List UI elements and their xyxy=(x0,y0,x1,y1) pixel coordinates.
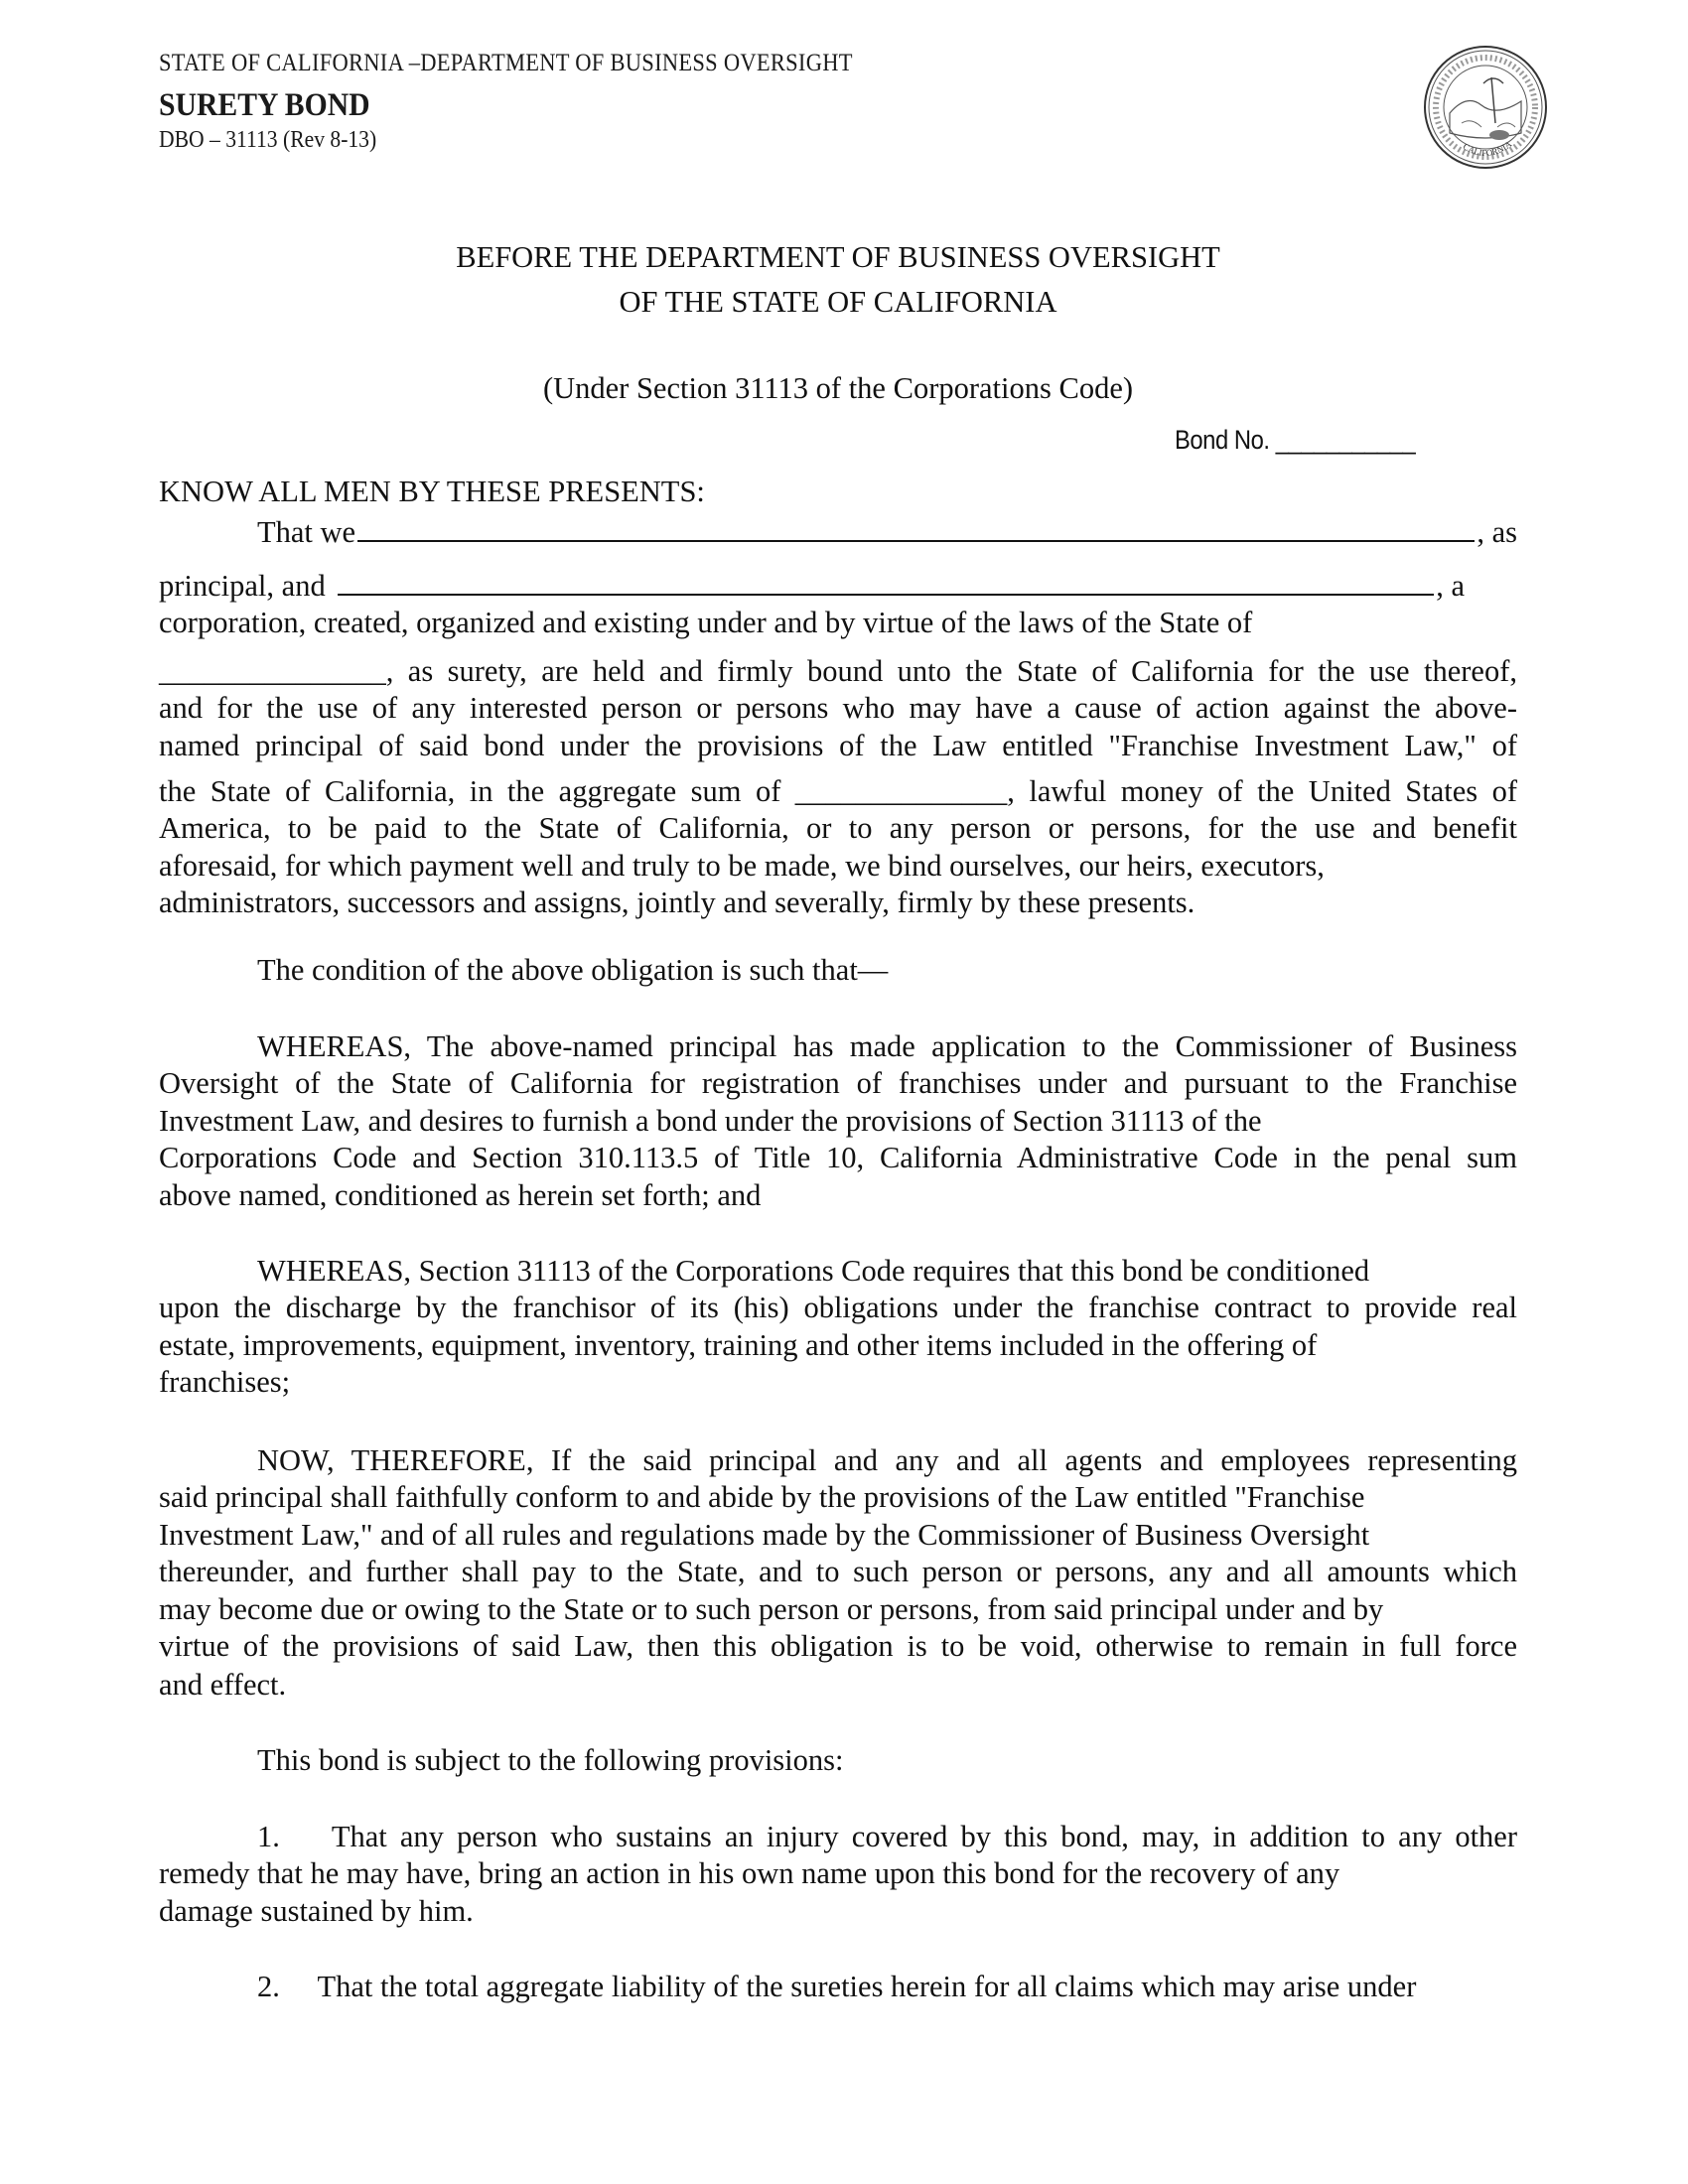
that-we-label: That we xyxy=(257,515,356,549)
whereas2-line: WHEREAS, Section 31113 of the Corporations Code requires that this bond be conditioned xyxy=(257,1254,1370,1288)
now-therefore-line: thereunder, and further shall pay to the State, and to such person or persons, any and all amounts which xyxy=(159,1555,1517,1588)
whereas1-line: WHEREAS, The above-named principal has made application to the Commissioner of Business xyxy=(257,1029,1517,1063)
whereas1-line: Investment Law, and desires to furnish a bond under the provisions of Section 31113 of the xyxy=(159,1104,1262,1138)
whereas2-line: estate, improvements, equipment, inventory, training and other items included in the offering of xyxy=(159,1328,1318,1362)
preamble-line: aforesaid, for which payment well and truly to be made, we bind ourselves, our heirs, executors, xyxy=(159,849,1325,883)
whereas2-line: upon the discharge by the franchisor of its (his) obligations under the franchise contract to provide real xyxy=(159,1291,1517,1324)
whereas1-line: Corporations Code and Section 310.113.5 of Title 10, California Administrative Code in the penal sum xyxy=(159,1141,1517,1174)
now-therefore-line: Investment Law," and of all rules and regulations made by the Commissioner of Business Oversight xyxy=(159,1518,1370,1552)
preamble-heading: KNOW ALL MEN BY THESE PRESENTS: xyxy=(159,475,705,508)
preamble-line: and for the use of any interested person or persons who may have a cause of action against the above- xyxy=(159,691,1517,725)
as-label: , as xyxy=(1477,515,1517,549)
provision-1-line: 1. That any person who sustains an injury covered by this bond, may, in addition to any other xyxy=(257,1820,1517,1853)
a-label: , a xyxy=(1436,569,1465,603)
now-therefore-line: said principal shall faithfully conform to and abide by the provisions of the Law entitled "Franchise xyxy=(159,1480,1365,1514)
preamble-line: administrators, successors and assigns, jointly and severally, firmly by these presents. xyxy=(159,886,1196,919)
provision-1-line: remedy that he may have, bring an action in his own name upon this bond for the recovery of any xyxy=(159,1856,1340,1890)
svg-text:CALIFORNIA: CALIFORNIA xyxy=(1461,138,1514,159)
form-number: DBO – 31113 (Rev 8-13) xyxy=(159,127,377,153)
subtitle: (Under Section 31113 of the Corporations Code) xyxy=(542,371,1134,405)
principal-line xyxy=(159,513,1517,551)
preamble-line[interactable]: the State of California, in the aggregate sum of ______________, lawful money of the United States of xyxy=(159,774,1517,808)
provision-2-line: 2. That the total aggregate liability of the sureties herein for all claims which may arise under xyxy=(257,1970,1417,2003)
now-therefore-line: virtue of the provisions of said Law, then this obligation is to be void, otherwise to remain in full force xyxy=(159,1629,1517,1663)
now-therefore-line: and effect. xyxy=(159,1668,287,1702)
whereas1-line: above named, conditioned as herein set forth; and xyxy=(159,1178,762,1212)
surety-line xyxy=(159,567,1465,605)
california-seal-icon xyxy=(1422,44,1549,171)
bond-number-field[interactable]: Bond No. ___________ xyxy=(1175,425,1416,455)
agency-header: STATE OF CALIFORNIA –DEPARTMENT OF BUSINESS OVERSIGHT xyxy=(159,50,853,76)
whereas1-line: Oversight of the State of California for registration of franchises under and pursuant to the Franchise xyxy=(159,1066,1517,1100)
preamble-line[interactable]: _______________, as surety, are held and firmly bound unto the State of California for the use thereof, xyxy=(159,654,1517,688)
title-line-1: BEFORE THE DEPARTMENT OF BUSINESS OVERSIGHT xyxy=(456,240,1220,274)
condition-text: The condition of the above obligation is such that— xyxy=(257,953,889,987)
preamble-line: corporation, created, organized and existing under and by virtue of the laws of the State of xyxy=(159,606,1253,639)
preamble-line: America, to be paid to the State of California, or to any person or persons, for the use and benefit xyxy=(159,811,1517,845)
principal-name-field[interactable] xyxy=(357,514,1475,542)
principal-and-label: principal, and xyxy=(159,569,326,603)
preamble-line: named principal of said bond under the provisions of the Law entitled "Franchise Investment Law," of xyxy=(159,729,1517,762)
now-therefore-line: NOW, THEREFORE, If the said principal and any and all agents and employees representing xyxy=(257,1443,1517,1477)
now-therefore-line: may become due or owing to the State or to such person or persons, from said principal under and by xyxy=(159,1592,1384,1626)
form-title: SURETY BOND xyxy=(159,87,370,123)
surety-name-field[interactable] xyxy=(338,568,1435,596)
whereas2-line: franchises; xyxy=(159,1365,291,1399)
provisions-intro: This bond is subject to the following provisions: xyxy=(257,1743,844,1777)
provision-1-line: damage sustained by him. xyxy=(159,1894,474,1928)
title-line-2: OF THE STATE OF CALIFORNIA xyxy=(619,285,1057,319)
